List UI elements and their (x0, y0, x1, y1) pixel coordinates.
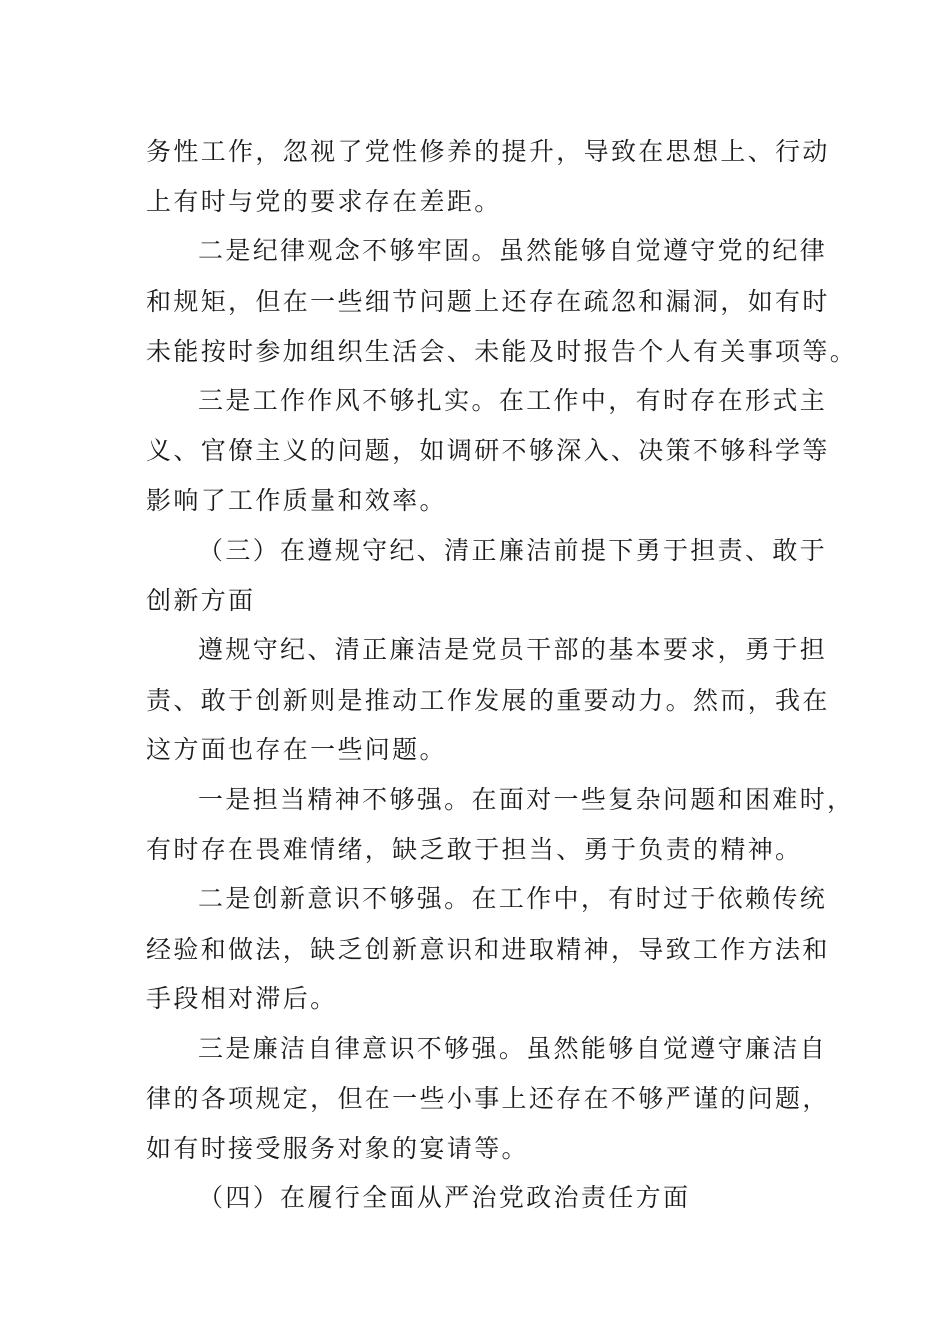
text-line: 责、敢于创新则是推动工作发展的重要动力。然而，我在 (146, 686, 830, 715)
text-line: 三是工作作风不够扎实。在工作中，有时存在形式主 (198, 386, 828, 415)
text-line: 二是创新意识不够强。在工作中，有时过于依赖传统 (198, 884, 828, 913)
text-line: 二是纪律观念不够牢固。虽然能够自觉遵守党的纪律 (198, 236, 828, 265)
text-line: 义、官僚主义的问题，如调研不够深入、决策不够科学等 (146, 436, 830, 465)
text-line: 未能按时参加组织生活会、未能及时报告个人有关事项等。 (146, 337, 858, 366)
text-line: 务性工作，忽视了党性修养的提升，导致在思想上、行动 (146, 137, 830, 166)
text-line: 这方面也存在一些问题。 (146, 735, 447, 764)
section-heading: （四）在履行全面从严治党政治责任方面 (198, 1183, 691, 1212)
text-line: 遵规守纪、清正廉洁是党员干部的基本要求，勇于担 (198, 635, 828, 664)
text-line: 律的各项规定，但在一些小事上还存在不够严谨的问题， (146, 1084, 830, 1113)
text-line: 和规矩，但在一些细节问题上还存在疏忽和漏洞，如有时 (146, 287, 830, 316)
text-line: 影响了工作质量和效率。 (146, 486, 447, 515)
text-line: 一是担当精神不够强。在面对一些复杂问题和困难时， (198, 785, 855, 814)
text-line: 手段相对滞后。 (146, 984, 338, 1013)
text-line: 经验和做法，缺乏创新意识和进取精神，导致工作方法和 (146, 935, 830, 964)
text-line: 有时存在畏难情绪，缺乏敢于担当、勇于负责的精神。 (146, 835, 803, 864)
text-line: 如有时接受服务对象的宴请等。 (146, 1134, 529, 1163)
section-heading: （三）在遵规守纪、清正廉洁前提下勇于担责、敢于 (198, 536, 828, 565)
section-heading-continued: 创新方面 (146, 586, 256, 615)
text-line: 上有时与党的要求存在差距。 (146, 187, 502, 216)
text-line: 三是廉洁自律意识不够强。虽然能够自觉遵守廉洁自 (198, 1034, 828, 1063)
